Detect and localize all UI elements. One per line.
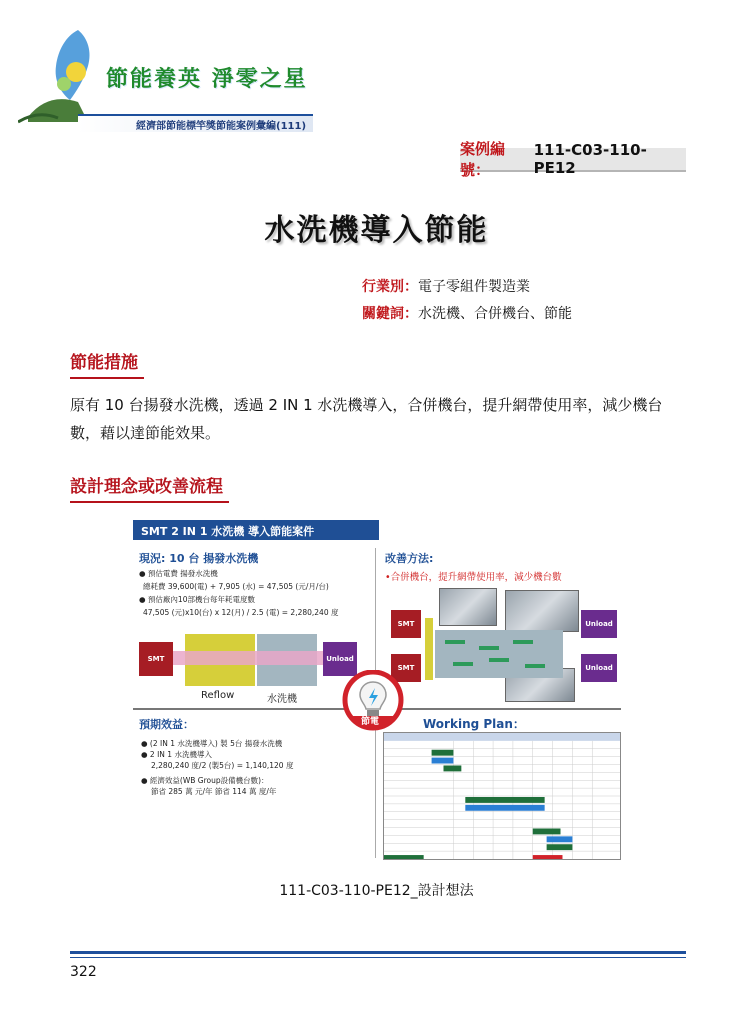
merge-reflow bbox=[425, 618, 433, 680]
brand-title: 節能養英 淨零之星 bbox=[106, 66, 308, 92]
washer-label: 水洗機 bbox=[267, 694, 297, 705]
reflow-label: Reflow bbox=[201, 690, 235, 701]
current-line-1: ● 預估電費 揚發水洗機 bbox=[139, 569, 218, 578]
header-logo bbox=[18, 22, 318, 132]
measures-text: 原有 10 台揚發水洗機，透過 2 IN 1 水洗機導入，合併機台，提升網帶使用率，減少機台數，藉以達節能效果。 bbox=[70, 396, 663, 442]
expected-line-1: ● (2 IN 1 水洗機導入) 製 5台 揚發水洗機 bbox=[141, 739, 283, 748]
working-plan-title: Working Plan： bbox=[423, 717, 525, 731]
current-line-2: 總耗費 39,600(電) + 7,905 (水) = 47,505 (元/月/台) bbox=[143, 582, 329, 591]
footer-rule bbox=[70, 951, 686, 954]
case-number bbox=[460, 140, 686, 179]
smt-box-top: SMT bbox=[391, 610, 421, 638]
expected-line-3: 2,280,240 度/2 (製5台) = 1,140,120 度 bbox=[151, 761, 294, 770]
footer-rule-thin bbox=[70, 957, 686, 958]
improve-title: 改善方法: bbox=[385, 552, 434, 565]
conveyor-lane bbox=[525, 664, 545, 668]
industry-value: 電子零組件製造業 bbox=[418, 279, 530, 295]
industry-line bbox=[362, 276, 530, 296]
figure-header: SMT 2 IN 1 水洗機 導入節能案件 bbox=[133, 520, 379, 540]
expected-line-4: ● 經濟效益(WB Group設備機台數)： bbox=[141, 776, 269, 785]
improve-text: •合併機台，提升網帶使用率，減少機台數 bbox=[385, 572, 562, 583]
expected-line-5: 節省 285 萬 元/年 節省 114 萬 度/年 bbox=[151, 787, 277, 796]
keywords-label: 關鍵詞： bbox=[362, 306, 418, 322]
design-heading: 設計理念或改善流程 bbox=[70, 472, 223, 497]
badge-label: 節電 bbox=[361, 717, 380, 727]
unload-box-top: Unload bbox=[581, 610, 617, 638]
conveyor-lane bbox=[479, 646, 499, 650]
conveyor-band bbox=[173, 651, 323, 665]
smt-box-bottom: SMT bbox=[391, 654, 421, 682]
current-line-4: 47,505 (元)x10(台) x 12(月) / 2.5 (電) = 2,280,240 度 bbox=[143, 608, 339, 617]
machine-photo-1 bbox=[439, 588, 497, 626]
unload-box-bottom: Unload bbox=[581, 654, 617, 682]
page-title: 水洗機導入節能 bbox=[264, 213, 489, 248]
conveyor-lane bbox=[445, 640, 465, 644]
industry-label: 行業別： bbox=[362, 279, 418, 295]
expected-title: 預期效益： bbox=[139, 718, 194, 731]
figure-caption: 111-C03-110-PE12_設計想法 bbox=[279, 883, 474, 899]
current-title: 現況: 10 台 揚發水洗機 bbox=[139, 552, 259, 565]
expected-line-2: ● 2 IN 1 水洗機導入 bbox=[141, 750, 212, 759]
keywords-value: 水洗機、合併機台、節能 bbox=[418, 306, 572, 322]
conveyor-lane bbox=[513, 640, 533, 644]
working-plan-gantt bbox=[383, 732, 621, 860]
page-number: 322 bbox=[70, 964, 97, 980]
brand-subtitle: 經濟部節能標竿獎節能案例彙編(111) bbox=[136, 121, 307, 132]
keywords-line bbox=[362, 303, 572, 323]
unload-box: Unload bbox=[323, 642, 357, 676]
measures-heading: 節能措施 bbox=[70, 348, 138, 373]
machine-photo-2 bbox=[505, 590, 579, 632]
conveyor-lane bbox=[489, 658, 509, 662]
merged-washer bbox=[435, 630, 563, 678]
case-number-label: 案例編號： bbox=[460, 140, 506, 179]
current-line-3: ● 預估廠內10部機台每年耗電度數 bbox=[139, 595, 255, 604]
design-figure bbox=[133, 518, 621, 860]
conveyor-lane bbox=[453, 662, 473, 666]
smt-box: SMT bbox=[139, 642, 173, 676]
case-number-value: 111-C03-110-PE12 bbox=[533, 141, 647, 177]
